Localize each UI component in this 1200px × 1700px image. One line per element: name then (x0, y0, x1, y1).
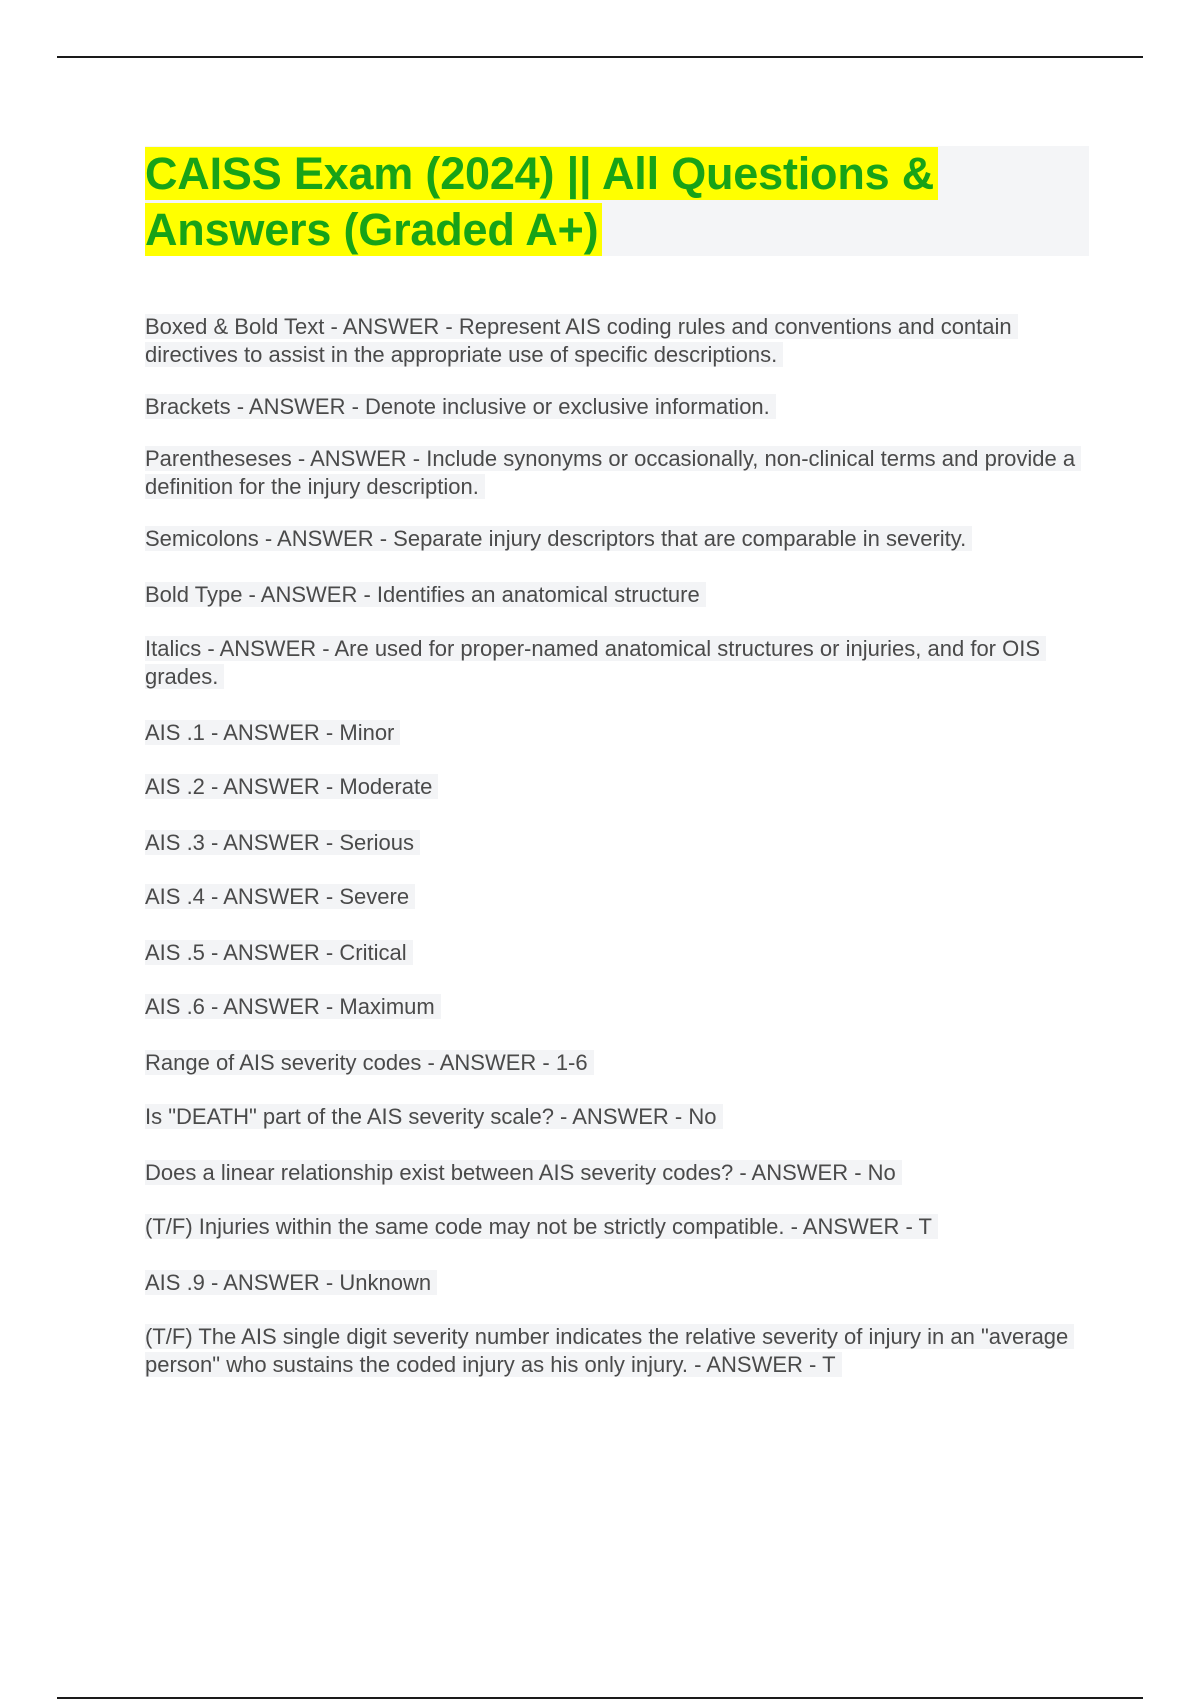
qa-item (145, 993, 1089, 1021)
qa-item-text: (T/F) The AIS single digit severity number indicates the relative severity of injury in an "average person" who sustains the coded injury as his only injury. - ANSWER - T (145, 1324, 1074, 1377)
qa-item (145, 1269, 1089, 1297)
qa-item-text: Italics - ANSWER - Are used for proper-named anatomical structures or injuries, and for OIS grades. (145, 636, 1046, 689)
qa-item (145, 939, 1089, 967)
qa-item (145, 393, 1089, 421)
qa-item-text: Semicolons - ANSWER - Separate injury descriptors that are comparable in severity. (145, 526, 972, 551)
qa-item-text: AIS .1 - ANSWER - Minor (145, 720, 400, 745)
qa-list (145, 313, 1089, 1379)
qa-item (145, 1323, 1089, 1379)
qa-item (145, 1049, 1089, 1077)
qa-item (145, 773, 1089, 801)
qa-item (145, 313, 1089, 369)
qa-item (145, 445, 1089, 501)
bottom-rule (57, 1697, 1143, 1699)
document-title (145, 146, 1089, 258)
qa-item (145, 883, 1089, 911)
qa-item-text: Range of AIS severity codes - ANSWER - 1-6 (145, 1050, 594, 1075)
qa-item (145, 1159, 1089, 1187)
qa-item-text: AIS .2 - ANSWER - Moderate (145, 774, 438, 799)
qa-item-text: Does a linear relationship exist between AIS severity codes? - ANSWER - No (145, 1160, 902, 1185)
qa-item-text: Parentheseses - ANSWER - Include synonyms or occasionally, non-clinical terms and provide a definition for the injury description. (145, 446, 1081, 499)
top-rule (57, 56, 1143, 58)
qa-item-text: Boxed & Bold Text - ANSWER - Represent AIS coding rules and conventions and contain directives to assist in the appropriate use of specific descriptions. (145, 314, 1018, 367)
qa-item-text: AIS .3 - ANSWER - Serious (145, 830, 420, 855)
qa-item-text: (T/F) Injuries within the same code may not be strictly compatible. - ANSWER - T (145, 1214, 938, 1239)
qa-item-text: AIS .9 - ANSWER - Unknown (145, 1270, 437, 1295)
document-title-text: CAISS Exam (2024) || All Questions & Answers (Graded A+) (145, 147, 938, 256)
qa-item-text: Brackets - ANSWER - Denote inclusive or exclusive information. (145, 394, 776, 419)
qa-item-text: AIS .5 - ANSWER - Critical (145, 940, 413, 965)
qa-item (145, 525, 1089, 553)
qa-item-text: AIS .4 - ANSWER - Severe (145, 884, 415, 909)
qa-item-text: Is "DEATH" part of the AIS severity scale? - ANSWER - No (145, 1104, 723, 1129)
qa-item (145, 719, 1089, 747)
qa-item (145, 581, 1089, 609)
qa-item (145, 635, 1089, 691)
title-block (145, 146, 1089, 256)
qa-item-text: AIS .6 - ANSWER - Maximum (145, 994, 441, 1019)
qa-item (145, 1213, 1089, 1241)
qa-item-text: Bold Type - ANSWER - Identifies an anatomical structure (145, 582, 706, 607)
qa-item (145, 1103, 1089, 1131)
qa-item (145, 829, 1089, 857)
